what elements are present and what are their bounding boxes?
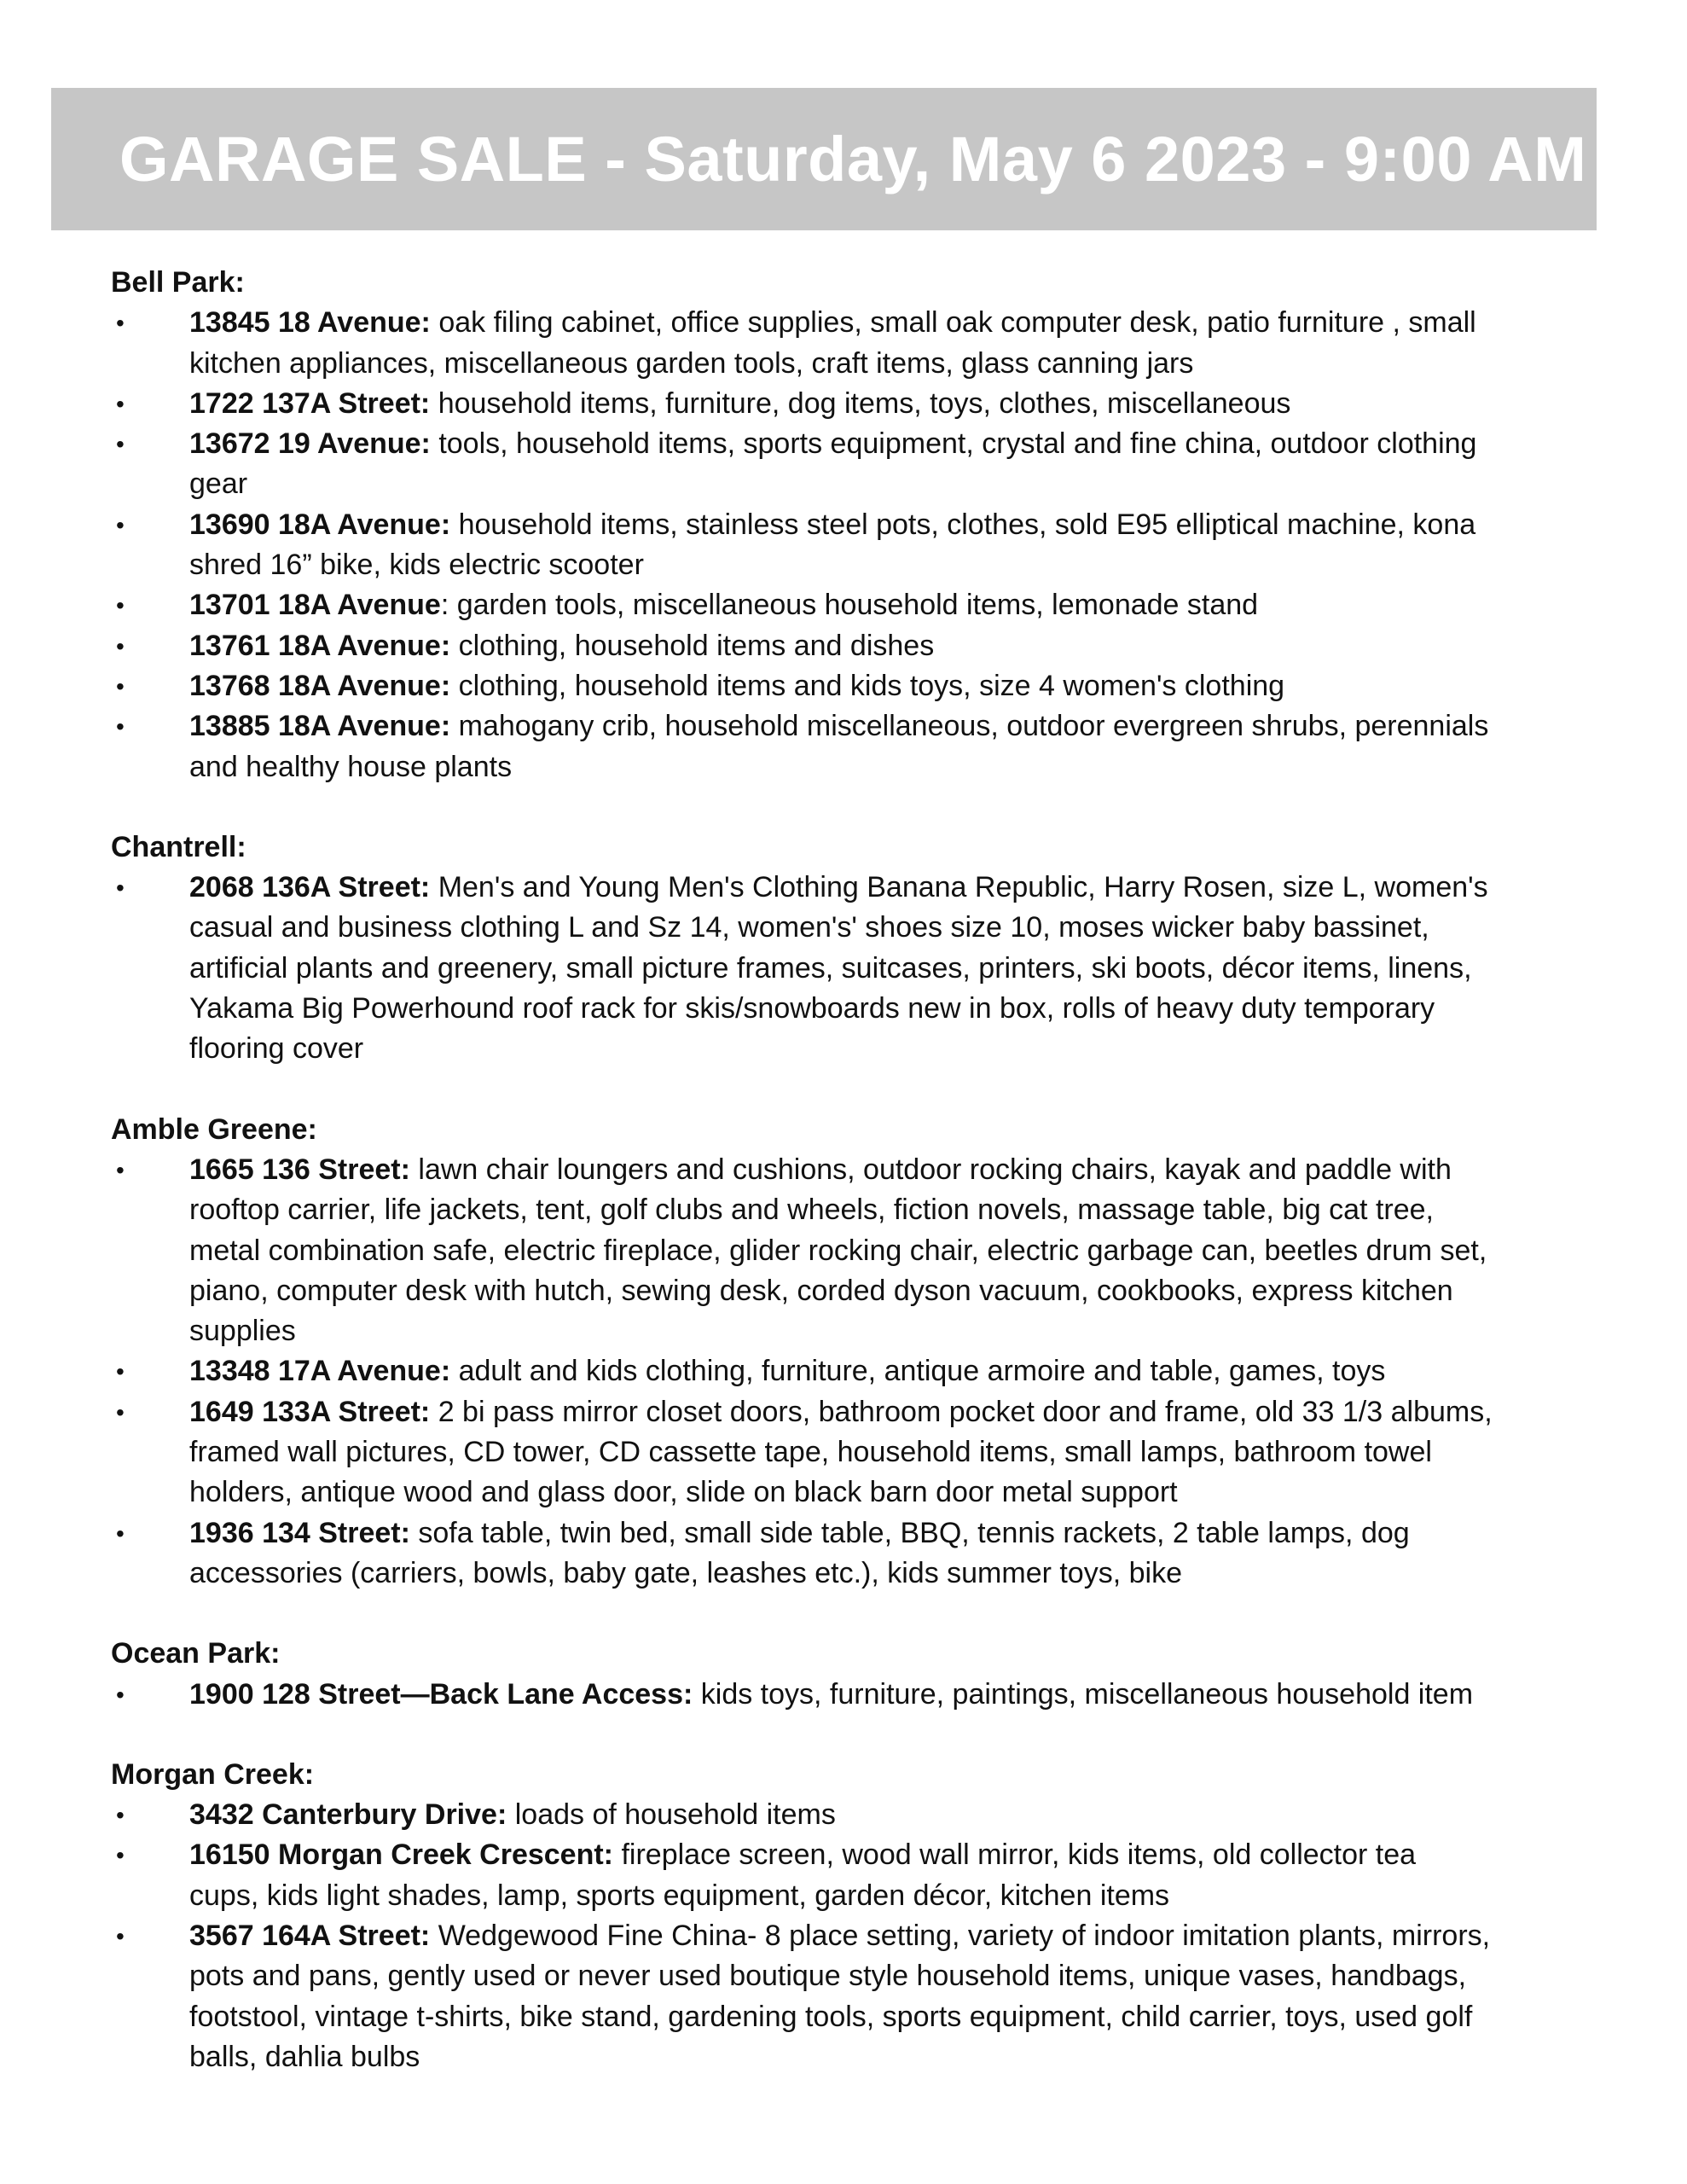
listing-address: 1649 133A Street: [189,1395,431,1428]
listing-address: 2068 136A Street: [189,871,431,904]
list-item [111,1795,1493,1835]
bullet-icon: • [116,713,125,741]
listing-address: 13348 17A Avenue: [189,1355,451,1388]
section-heading: Amble Greene: [111,1112,317,1146]
section-heading: Morgan Creek: [111,1757,315,1791]
listing-address: 1665 136 Street: [189,1153,410,1186]
list-item [111,1150,1493,1351]
bullet-icon: • [116,1519,125,1547]
bullet-icon: • [116,511,125,538]
bullet-icon: • [116,1156,125,1183]
listing-items: 2 bi pass mirror closet doors, bathroom pocket door and frame, old 33 1/3 albums, framed wall pictures, CD tower, CD cassette tape, household items, small lamps, bathroom towel holders, antique wood and glass door, slide on black barn door metal support [189,1395,1493,1509]
listing-address: 3432 Canterbury Drive: [189,1798,507,1832]
listing-items: fireplace screen, wood wall mirror, kids items, old collector tea cups, kids light shades, lamp, sports equipment, garden décor, kitchen items [189,1838,1417,1912]
listing-list [111,1675,1493,1715]
bullet-icon: • [116,1802,125,1829]
section-heading: Bell Park: [111,266,245,299]
list-item [111,424,1493,505]
listing-items: tools, household items, sports equipment, crystal and fine china, outdoor clothing gear [189,427,1477,501]
list-item [111,1835,1493,1916]
list-item [111,706,1493,787]
list-item [111,666,1493,706]
section-heading: Ocean Park: [111,1637,281,1670]
bullet-icon: • [116,1358,125,1385]
section-ocean-park [111,1634,1493,1715]
listing-list [111,1795,1493,2077]
list-item [111,505,1493,586]
bullet-icon: • [116,1922,125,1949]
listing-address: 13768 18A Avenue: [189,669,451,702]
list-item [111,1513,1493,1594]
bullet-icon: • [116,431,125,458]
listing-address: 1936 134 Street: [189,1516,410,1549]
bullet-icon: • [116,390,125,417]
list-item [111,868,1493,1069]
listing-items: mahogany crib, household miscellaneous, outdoor evergreen shrubs, perennials and healthy house plants [189,710,1489,783]
listing-address: 1900 128 Street—Back Lane Access: [189,1677,693,1711]
listing-items: kids toys, furniture, paintings, miscellaneous household item [693,1677,1474,1711]
list-item [111,1675,1493,1715]
bullet-icon: • [116,632,125,659]
section-chantrell [111,828,1493,1070]
bullet-icon: • [116,672,125,700]
listing-address: 13701 18A Avenue [189,589,441,622]
bullet-icon: • [116,1398,125,1426]
listing-address: 13761 18A Avenue: [189,629,451,662]
section-morgan-creek [111,1755,1493,2077]
list-item [111,626,1493,666]
section-bell-park [111,263,1493,787]
listing-items: Wedgewood Fine China- 8 place setting, variety of indoor imitation plants, mirrors, pots and pans, gently used or never used boutique style household items, unique vases, handbags, footstool, vintage t-shirts, bike stand, gardening tools, sports equipment, child carrier, toys, used golf balls, dahlia bulbs [189,1919,1491,2073]
list-item [111,384,1493,424]
listing-address: 1722 137A Street: [189,386,431,420]
listings-content [111,263,1493,2117]
listing-list [111,868,1493,1069]
listing-items: sofa table, twin bed, small side table, BBQ, tennis rackets, 2 table lamps, dog accessories (carriers, bowls, baby gate, leashes etc.), kids summer toys, bike [189,1516,1410,1589]
listing-items: Men's and Young Men's Clothing Banana Republic, Harry Rosen, size L, women's casual and business clothing L and Sz 14, women's' shoes size 10, moses wicker baby bassinet, artificial plants and greenery, small picture frames, suitcases, printers, ski boots, décor items, linens, Yakama Big Powerhound roof rack for skis/snowboards new in box, rolls of heavy duty temporary flooring cover [189,871,1488,1066]
listing-items: household items, furniture, dog items, toys, clothes, miscellaneous [430,386,1291,420]
bullet-icon: • [116,310,125,337]
title-banner [51,88,1597,230]
listing-items: oak filing cabinet, office supplies, small oak computer desk, patio furniture , small kitchen appliances, miscellaneous garden tools, craft items, glass canning jars [189,306,1476,380]
list-item [111,585,1493,625]
listing-items: household items, stainless steel pots, clothes, sold E95 elliptical machine, kona shred 16” bike, kids electric scooter [189,508,1476,582]
listing-address: 13690 18A Avenue: [189,508,451,541]
listing-items: adult and kids clothing, furniture, antique armoire and table, games, toys [450,1355,1386,1388]
page-title: GARAGE SALE - Saturday, May 6 2023 - 9:00 AM [119,124,1587,195]
list-item [111,1351,1493,1391]
listing-address: 3567 164A Street: [189,1919,431,1952]
section-amble-greene [111,1110,1493,1594]
listing-items: lawn chair loungers and cushions, outdoor rocking chairs, kayak and paddle with rooftop carrier, life jackets, tent, golf clubs and wheels, fiction novels, massage table, big cat tree, metal combination safe, electric fireplace, glider rocking chair, electric garbage can, beetles drum set, piano, computer desk with hutch, sewing desk, corded dyson vacuum, cookbooks, express kitchen supplies [189,1153,1487,1348]
listing-list [111,1150,1493,1594]
bullet-icon: • [116,592,125,619]
list-item [111,303,1493,384]
bullet-icon: • [116,1842,125,1869]
list-item [111,1916,1493,2077]
bullet-icon: • [116,874,125,902]
section-heading: Chantrell: [111,830,246,863]
listing-items: clothing, household items and dishes [450,629,935,662]
listing-address: 13672 19 Avenue: [189,427,431,461]
listing-items: loads of household items [507,1798,836,1832]
listing-address: 13845 18 Avenue: [189,306,431,340]
listing-items: : garden tools, miscellaneous household items, lemonade stand [440,589,1259,622]
listing-address: 13885 18A Avenue: [189,710,451,743]
listing-list [111,303,1493,787]
list-item [111,1392,1493,1513]
listing-items: clothing, household items and kids toys, size 4 women's clothing [450,669,1285,702]
bullet-icon: • [116,1681,125,1708]
listing-address: 16150 Morgan Creek Crescent: [189,1838,614,1872]
